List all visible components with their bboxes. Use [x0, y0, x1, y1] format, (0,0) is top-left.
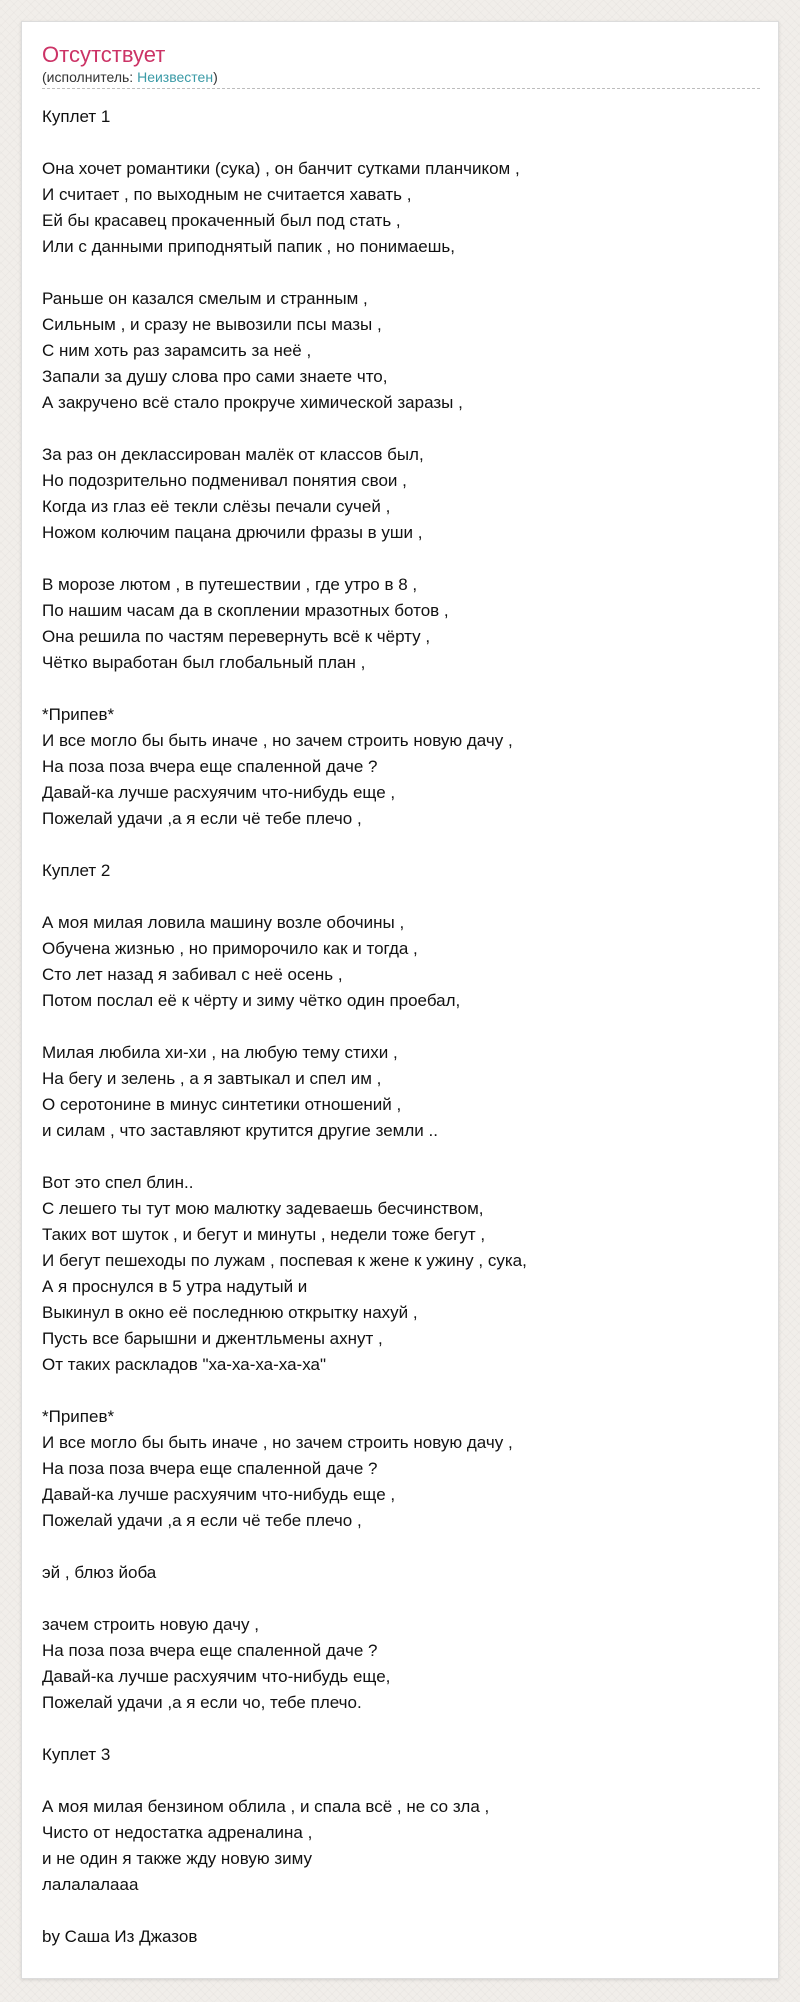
lyrics-line: На бегу и зелень , а я завтыкал и спел им , [42, 1069, 382, 1088]
lyrics-line: Обучена жизнью , но приморочило как и тогда , [42, 939, 418, 958]
lyrics-blank-line [42, 832, 760, 858]
lyrics-line: Раньше он казался смелым и странным , [42, 289, 368, 308]
lyrics-line: Ей бы красавец прокаченный был под стать , [42, 211, 401, 230]
lyrics-line: зачем строить новую дачу , [42, 1615, 259, 1634]
song-header [42, 42, 760, 89]
lyrics-line: Сильным , и сразу не вывозили псы мазы , [42, 315, 382, 334]
lyrics-line: Выкинул в окно её последнюю открытку нахуй , [42, 1303, 418, 1322]
lyrics-line: лалалалааа [42, 1875, 139, 1894]
lyrics-line: И все могло бы быть иначе , но зачем строить новую дачу , [42, 731, 513, 750]
lyrics-line: На поза поза вчера еще спаленной даче ? [42, 1641, 378, 1660]
artist-prefix: (исполнитель: [42, 69, 138, 85]
lyrics-blank-line [42, 1586, 760, 1612]
lyrics-line: Куплет 3 [42, 1745, 111, 1764]
lyrics-line: Или с данными приподнятый папик , но понимаешь, [42, 237, 455, 256]
song-artist-line [42, 68, 760, 86]
lyrics-blank-line [42, 676, 760, 702]
lyrics-blank-line [42, 1014, 760, 1040]
lyrics-line: *Припев* [42, 705, 115, 724]
lyrics-line: А я проснулся в 5 утра надутый и [42, 1277, 308, 1296]
lyrics-line: О серотонине в минус синтетики отношений , [42, 1095, 402, 1114]
lyrics-line: С лешего ты тут мою малютку задеваешь бесчинством, [42, 1199, 484, 1218]
artist-suffix: ) [213, 69, 218, 85]
lyrics-line: И все могло бы быть иначе , но зачем строить новую дачу , [42, 1433, 513, 1452]
lyrics-line: Куплет 1 [42, 107, 111, 126]
lyrics-line: Когда из глаз её текли слёзы печали сучей , [42, 497, 391, 516]
song-title: Отсутствует [42, 42, 166, 67]
lyrics-line: Потом послал её к чёрту и зиму чётко один проебал, [42, 991, 461, 1010]
lyrics-line: Таких вот шуток , и бегут и минуты , недели тоже бегут , [42, 1225, 486, 1244]
lyrics-line: И бегут пешеходы по лужам , поспевая к жене к ужину , сука, [42, 1251, 527, 1270]
artist-link[interactable]: Неизвестен [137, 69, 214, 85]
lyrics-blank-line [42, 1716, 760, 1742]
lyrics-line: и силам , что заставляют крутится другие земли .. [42, 1121, 438, 1140]
lyrics-line: Милая любила хи-хи , на любую тему стихи , [42, 1043, 398, 1062]
lyrics-line: Давай-ка лучше расхуячим что-нибудь еще , [42, 783, 396, 802]
lyrics-blank-line [42, 884, 760, 910]
lyrics-blank-line [42, 546, 760, 572]
lyrics-line: А моя милая ловила машину возле обочины , [42, 913, 405, 932]
lyrics-line: и не один я также жду новую зиму [42, 1849, 313, 1868]
lyrics-line: Она решила по частям перевернуть всё к чёрту , [42, 627, 431, 646]
lyrics-line: Давай-ка лучше расхуячим что-нибудь еще , [42, 1485, 396, 1504]
lyrics-line: Она хочет романтики (сука) , он банчит сутками планчиком , [42, 159, 520, 178]
lyrics-line: С ним хоть раз зарамсить за неё , [42, 341, 312, 360]
lyrics-line: Запали за душу слова про сами знаете что, [42, 367, 388, 386]
lyrics-line: А закручено всё стало прокруче химической заразы , [42, 393, 463, 412]
lyrics-line: by Саша Из Джазов [42, 1927, 198, 1946]
lyrics-line: На поза поза вчера еще спаленной даче ? [42, 1459, 378, 1478]
lyrics-blank-line [42, 260, 760, 286]
lyrics-body [42, 104, 760, 1950]
lyrics-line: Давай-ка лучше расхуячим что-нибудь еще, [42, 1667, 391, 1686]
lyrics-line: За раз он деклассирован малёк от классов был, [42, 445, 424, 464]
lyrics-line: Чисто от недостатка адреналина , [42, 1823, 313, 1842]
lyrics-line: Пожелай удачи ,а я если чо, тебе плечо. [42, 1693, 362, 1712]
lyrics-line: Куплет 2 [42, 861, 111, 880]
lyrics-blank-line [42, 1898, 760, 1924]
lyrics-blank-line [42, 1378, 760, 1404]
lyrics-blank-line [42, 1144, 760, 1170]
lyrics-line: Сто лет назад я забивал с неё осень , [42, 965, 343, 984]
lyrics-line: И считает , по выходным не считается хавать , [42, 185, 412, 204]
lyrics-line: От таких раскладов "ха-ха-ха-ха-ха" [42, 1355, 327, 1374]
lyrics-line: Пожелай удачи ,а я если чё тебе плечо , [42, 809, 362, 828]
lyrics-blank-line [42, 416, 760, 442]
lyrics-card [21, 21, 779, 1979]
lyrics-line: А моя милая бензином облила , и спала всё , не со зла , [42, 1797, 490, 1816]
lyrics-line: Ножом колючим пацана дрючили фразы в уши , [42, 523, 423, 542]
lyrics-line: Чётко выработан был глобальный план , [42, 653, 366, 672]
lyrics-line: На поза поза вчера еще спаленной даче ? [42, 757, 378, 776]
lyrics-blank-line [42, 130, 760, 156]
lyrics-line: По нашим часам да в скоплении мразотных ботов , [42, 601, 449, 620]
lyrics-line: Пусть все барышни и джентльмены ахнут , [42, 1329, 383, 1348]
lyrics-line: *Припев* [42, 1407, 115, 1426]
lyrics-blank-line [42, 1534, 760, 1560]
lyrics-blank-line [42, 1768, 760, 1794]
lyrics-line: Пожелай удачи ,а я если чё тебе плечо , [42, 1511, 362, 1530]
lyrics-line: Но подозрительно подменивал понятия свои , [42, 471, 407, 490]
lyrics-line: Вот это спел блин.. [42, 1173, 194, 1192]
lyrics-line: В морозе лютом , в путешествии , где утро в 8 , [42, 575, 418, 594]
lyrics-line: эй , блюз йоба [42, 1563, 157, 1582]
